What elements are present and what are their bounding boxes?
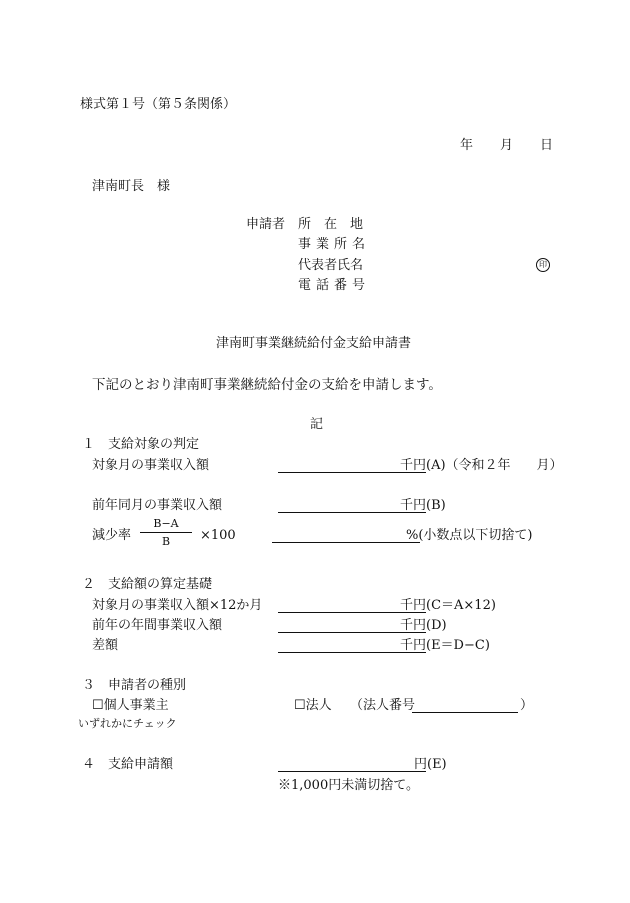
- corp-number-line[interactable]: [412, 712, 518, 713]
- rate-line: [272, 542, 420, 543]
- document-title: 津南町事業継続給付金支給申請書: [216, 336, 412, 351]
- section1-heading: １ 支給対象の判定: [82, 437, 200, 452]
- row-d-unit: 千円(D): [400, 618, 447, 633]
- row-a-label: 対象月の事業収入額: [92, 458, 210, 473]
- rate-unit: %(小数点以下切捨て): [406, 528, 533, 543]
- date-day: 日: [540, 138, 554, 153]
- section4-heading: ４ 支給申請額: [82, 757, 174, 772]
- rate-multiplier: ×100: [200, 528, 236, 543]
- form-number: 様式第１号（第５条関係）: [80, 97, 237, 112]
- date-month: 月: [500, 138, 514, 153]
- applicant-label: 申請者: [246, 217, 286, 232]
- row-b-label: 前年同月の事業収入額: [92, 498, 223, 513]
- section2-heading: ２ 支給額の算定基礎: [82, 577, 213, 592]
- addressee: 津南町長 様: [92, 179, 171, 194]
- application-amount-unit: 円(E): [414, 757, 447, 772]
- corp-number-close: ）: [520, 698, 534, 713]
- individual-checkbox[interactable]: ☐個人事業主: [92, 698, 169, 713]
- application-amount-line[interactable]: [278, 771, 426, 772]
- applicant-representative-label: 代表者氏名: [298, 258, 364, 273]
- rate-denominator: B: [161, 535, 171, 548]
- corp-number-label: （法人番号: [350, 698, 416, 713]
- check-note: いずれかにチェック: [78, 717, 177, 730]
- corporation-checkbox[interactable]: ☐法人: [294, 698, 332, 713]
- intro-text: 下記のとおり津南町事業継続給付金の支給を申請します。: [92, 377, 442, 393]
- date-year: 年: [460, 138, 474, 153]
- ki-mark: 記: [310, 417, 324, 432]
- seal-icon: 印: [536, 258, 550, 272]
- row-a-unit: 千円(A)（令和２年 月）: [400, 458, 563, 473]
- applicant-office-label: 事業所名: [298, 237, 371, 252]
- section3-heading: ３ 申請者の種別: [82, 678, 187, 693]
- row-e-label: 差額: [92, 638, 119, 653]
- row-e-unit: 千円(E＝D−C): [400, 638, 490, 653]
- rate-label: 減少率: [92, 528, 132, 543]
- applicant-address-label: 所 在 地: [298, 217, 364, 232]
- row-b-unit: 千円(B): [400, 498, 446, 513]
- fraction-bar: [140, 532, 192, 533]
- row-d-label: 前年の年間事業収入額: [92, 618, 223, 633]
- rounding-note: ※1,000円未満切捨て。: [278, 778, 419, 793]
- applicant-phone-label: 電話番号: [298, 278, 371, 293]
- row-c-unit: 千円(C＝A×12): [400, 598, 496, 613]
- rate-numerator: B−A: [153, 517, 179, 530]
- rate-fraction: [140, 518, 192, 547]
- row-c-label: 対象月の事業収入額×12か月: [92, 598, 263, 613]
